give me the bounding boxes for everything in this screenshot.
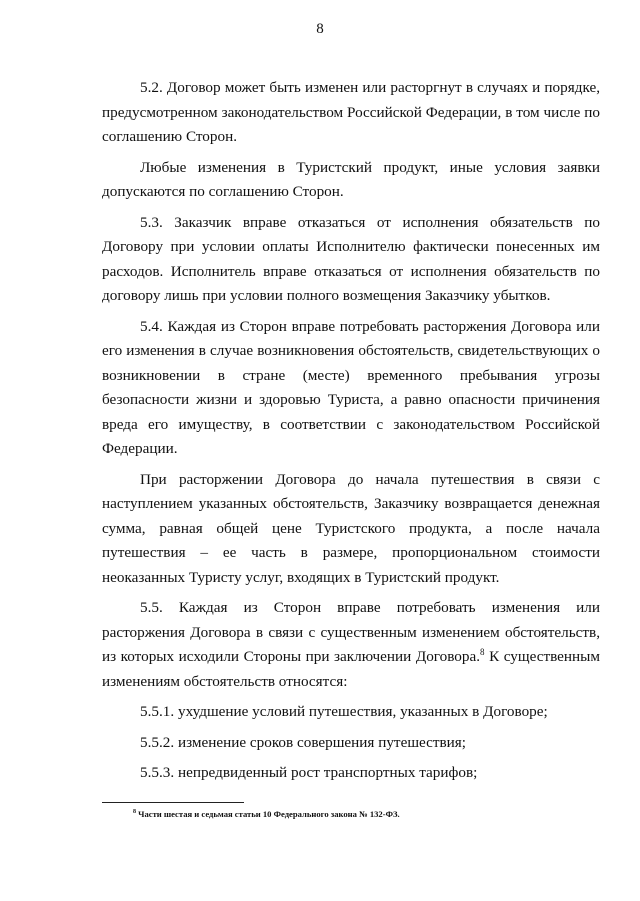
footnote-marker: 8 (133, 809, 136, 816)
paragraph-5-5 (102, 596, 600, 694)
paragraph-changes: Любые изменения в Туристский продукт, иные условия заявки допускаются по соглашению Сторон. (102, 158, 600, 200)
paragraph-5-5-text-continued: К существенным изменениям обстоятельств относятся: (102, 648, 600, 690)
paragraph-5-2: 5.2. Договор может быть изменен или расторгнут в случаях и порядке, предусмотренном законодательством Российской Федерации, в том числе по соглашению Сторон. (102, 79, 600, 145)
footnote-text: Части шестая и седьмая статьи 10 Федерального закона № 132-ФЗ. (136, 809, 400, 819)
paragraph-5-3: 5.3. Заказчик вправе отказаться от исполнения обязательств по Договору при условии оплаты Исполнителю фактически понесенных им расходов. Исполнитель вправе отказаться от исполнения обязательств по договору лишь при условии полного возмещения Заказчику убытков. (102, 213, 600, 304)
list-item-5-5-3: 5.5.3. непредвиденный рост транспортных тарифов; (140, 764, 478, 781)
footnote-reference[interactable]: 8 (480, 646, 485, 657)
list-item-5-5-2: 5.5.2. изменение сроков совершения путешествия; (140, 733, 467, 751)
list-item-5-5-1: 5.5.1. ухудшение условий путешествия, указанных в Договоре; (140, 703, 548, 720)
footnote (133, 808, 593, 820)
footnote-separator (102, 802, 244, 803)
body-text (102, 76, 600, 786)
paragraph-termination: При расторжении Договора до начала путешествия в связи с наступлением указанных обстоятельств, Заказчику возвращается денежная сумма, равная общей цене Туристского продукта, а после начала путешествия – ее часть в размере, пропорциональном стоимости неоказанных Туристу услуг, входящих в Туристский продукт. (102, 470, 600, 586)
paragraph-5-5-text: 5.5. Каждая из Сторон вправе потребовать изменения или расторжения Договора в связи с существенным изменением обстоятельств, из которых исходили Стороны при заключении Договора. (102, 599, 600, 665)
page-number: 8 (316, 21, 324, 37)
paragraph-5-4: 5.4. Каждая из Сторон вправе потребовать расторжения Договора или его изменения в случае возникновения обстоятельств, свидетельствующих о возникновении в стране (месте) временного пребывания угрозы безопасности жизни и здоровью Туриста, а равно опасности причинения вреда его имуществу, в соответствии с законодательством Российской Федерации. (102, 317, 600, 457)
